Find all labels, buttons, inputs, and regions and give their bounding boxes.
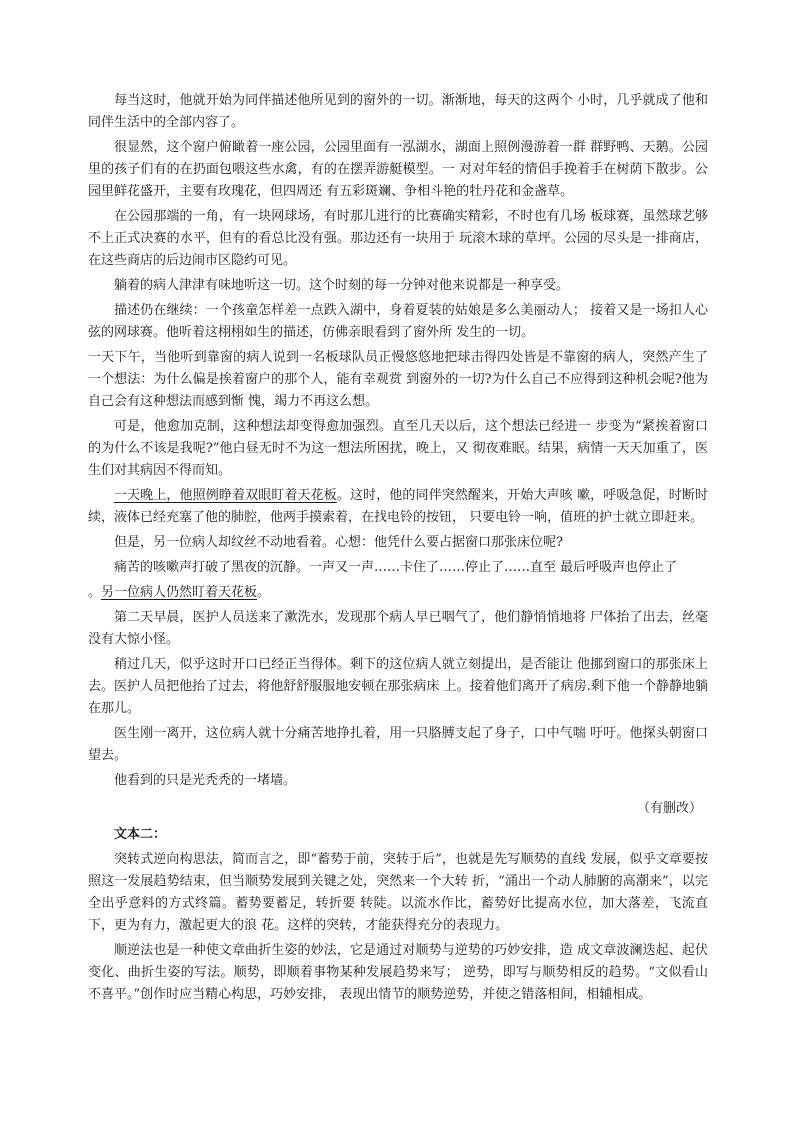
underlined-sentence-2: 另一位病人仍然盯着天花板 bbox=[101, 585, 258, 600]
text1-paragraph-9: 但是，另一位病人却纹丝不动地看着。心想：他凭什么要占据窗口那张床位呢? bbox=[114, 535, 563, 550]
text1-paragraph-13: 医生刚一离开，这位病人就十分痛苦地挣扎着，用一只胳膊支起了身子，口中气喘 吁吁。他探头朝窗口望去。 bbox=[88, 726, 708, 763]
text1-paragraph-8 bbox=[88, 485, 708, 529]
paragraph-8-rest: 。这时，他的同伴突然醒来，开始大声咳 嗽，呼吸急促，时断时续，液体已经充塞了他的肺腔，他两手摸索着，在找电铃的按钮， 只要电铃一响，值班的护士就立即赶来。 bbox=[88, 488, 708, 525]
text2-paragraph-2: 顺逆法也是一种使文章曲折生姿的妙法，它是通过对顺势与逆势的巧妙安排，造 成文章波澜迭起、起伏变化、曲折生姿的写法。顺势，即顺着事物某种发展趋势来写； 逆势，即写与顺势相反的趋势。“文似看山不喜平。”创作时应当精心构思，巧妙安排， 表现出情节的顺势逆势，并使之错落相间，相辅相成。 bbox=[88, 943, 708, 1002]
text1-paragraph-11: 第二天早晨，医护人员送来了漱洗水，发现那个病人早已咽气了，他们静悄悄地将 尸体抬了出去，丝毫没有大惊小怪。 bbox=[88, 610, 708, 647]
paragraph-10-text: 痛苦的咳嗽声打破了黑夜的沉静。一声又一声……卡住了……停止了……直至 最后呼吸声也停止了 bbox=[114, 560, 678, 575]
text1-paragraph-12: 稍过几天，似乎这时开口已经正当得体。剩下的这位病人就立刻提出，是否能让 他挪到窗口的那张床上去。医护人员把他抬了过去，将他舒舒服服地安顿在那张病床 上。接着他们离开了病房.剩下他一个静静地躺在那儿。 bbox=[88, 657, 708, 716]
text1-paragraph-3: 在公园那端的一角，有一块网球场，有时那儿进行的比赛确实精彩，不时也有几场 板球赛，虽然球艺够不上正式决赛的水平，但有的看总比没有强。那边还有一块用于 玩滚木球的草坪。公园的尽头是一排商店，在这些商店的后边闹市区隐约可见。 bbox=[88, 209, 708, 268]
text1-paragraph-7: 可是，他愈加克制，这种想法却变得愈加强烈。直至几天以后，这个想法已经进一 步变为“紧挨着窗口的为什么不该是我呢?”他白昼无时不为这一想法所困扰，晚上，又 彻夜难眠。结果，病情一天天加重了，医生们对其病因不得而知。 bbox=[88, 419, 708, 478]
text1-paragraph-6: 一天下午，当他听到靠窗的病人说到一名板球队员正慢悠悠地把球击得四处皆是不靠窗的病人，突然产生了一个想法：为什么偏是挨着窗户的那个人，能有幸观赏 到窗外的一切?为什么自己不应得到这种机会呢?他为自己会有这种想法而感到惭 愧，竭力不再这么想。 bbox=[88, 350, 708, 409]
text1-paragraph-2: 很显然，这个窗户俯瞰着一座公园，公园里面有一泓湖水，湖面上照例漫游着一群 群野鸭、天鹅。公园里的孩子们有的在扔面包喂这些水禽，有的在摆弄游艇模型。一 对对年轻的情侣手挽着手在树荫下散步。公园里鲜花盛开，主要有玫瑰花，但四周还 有五彩斑斓、争相斗艳的牡丹花和金盏草。 bbox=[88, 140, 708, 199]
document-page bbox=[88, 90, 708, 1009]
text1-paragraph-5: 描述仍在继续：一个孩童怎样差一点跌入湖中，身着夏装的姑娘是多么美丽动人； 接着又是一场扣人心弦的网球赛。他听着这栩栩如生的描述，仿佛亲眼看到了窗外所 发生的一切。 bbox=[88, 303, 708, 340]
paragraph-10-suffix: 。 bbox=[257, 585, 271, 600]
text1-paragraph-14: 他看到的只是光秃秃的一堵墙。 bbox=[114, 773, 297, 788]
source-note: （有删改） bbox=[636, 801, 702, 816]
paragraph-10-prefix: 。 bbox=[88, 585, 102, 600]
text1-paragraph-10-cont bbox=[88, 582, 708, 604]
text1-paragraph-4: 躺着的病人津津有味地听这一切。这个时刻的每一分钟对他来说都是一种享受。 bbox=[114, 278, 570, 293]
text2-heading: 文本二： bbox=[114, 827, 167, 842]
underlined-sentence-1: 一天晚上，他照例睁着双眼盯着天花板 bbox=[114, 488, 337, 503]
text1-paragraph-1: 每当这时，他就开始为同伴描述他所见到的窗外的一切。渐渐地，每天的这两个 小时，几乎就成了他和同伴生活中的全部内容了。 bbox=[88, 93, 708, 130]
text1-paragraph-10 bbox=[88, 557, 708, 579]
text2-paragraph-1: 突转式逆向构思法，简而言之，即“蓄势于前，突转于后”，也就是先写顺势的直线 发展，似乎文章要按照这一发展趋势结束，但当顺势发展到关键之处，突然来一个大转 折，“涌出一个动人肺腑的高潮来”，以完全出乎意料的方式终篇。蓄势要蓄足，转折要 转陡。以流水作比，蓄势好比提高水位，加大落差，飞流直下，更为有力，激起更大的浪 花。这样的突转，才能获得充分的表现力。 bbox=[88, 852, 708, 933]
